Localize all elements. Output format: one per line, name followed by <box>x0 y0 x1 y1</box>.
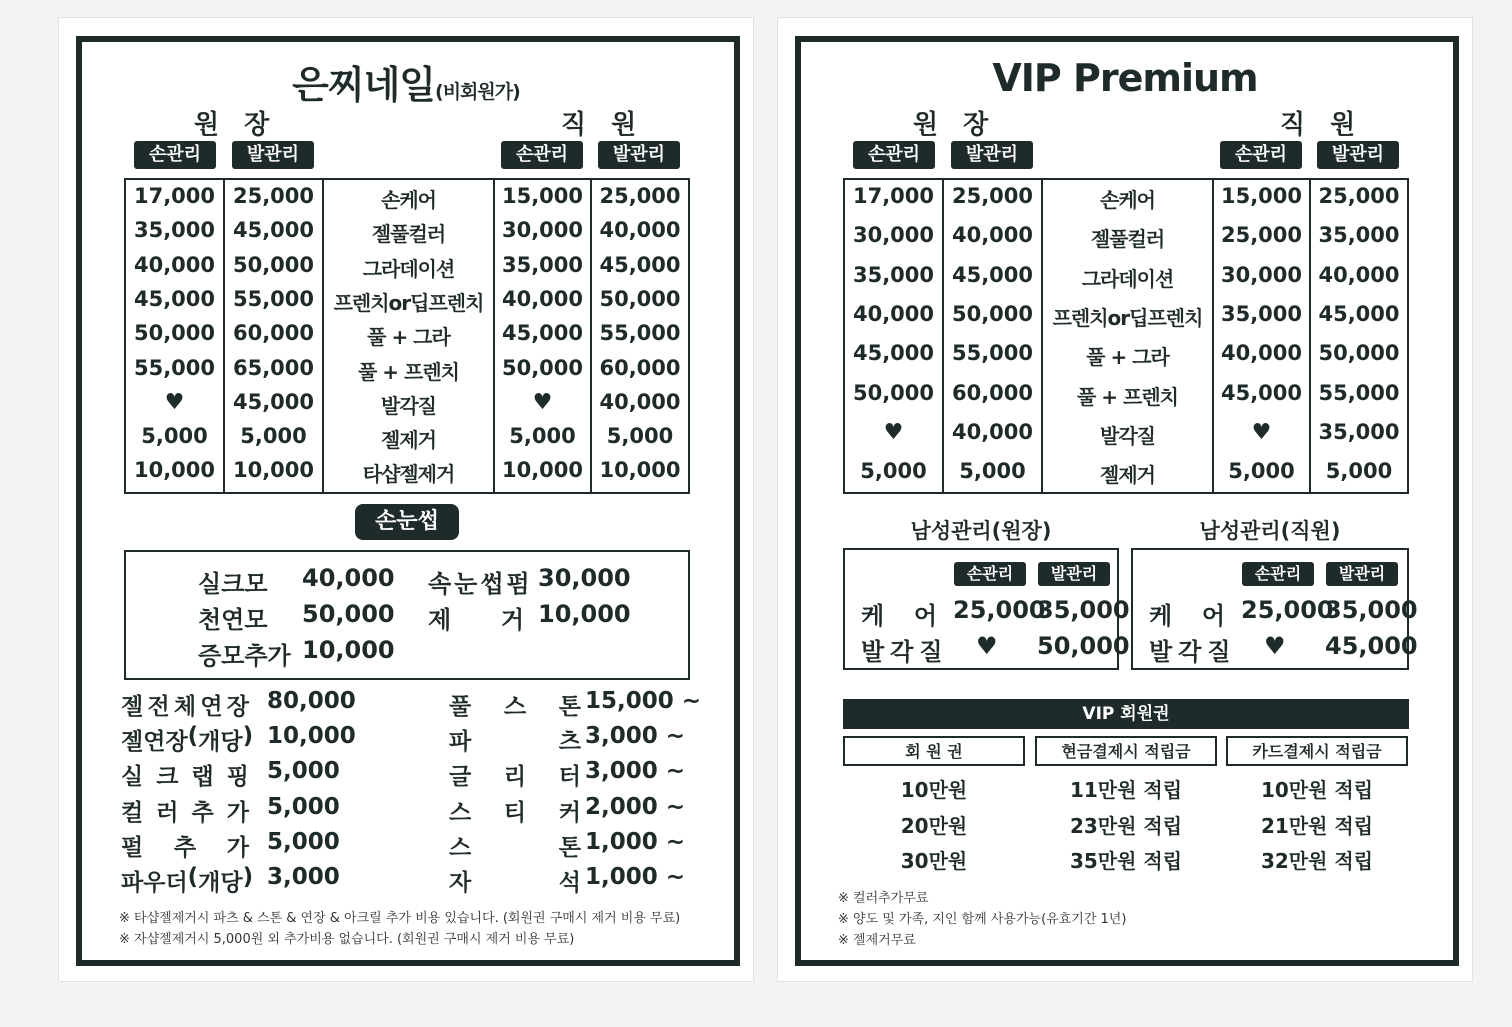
extra-item-label: 젤 연 장 ( 개 당 ) <box>121 723 254 756</box>
owner-foot-price: 65,000 <box>232 355 315 380</box>
service-name: 손케어 <box>381 188 436 212</box>
staff-foot-price: 55,000 <box>1318 380 1400 405</box>
men-staff-title: 남성관리(직원) <box>1199 519 1341 543</box>
owner-foot-price: 5,000 <box>959 459 1026 484</box>
extra-item-label: 파 츠 <box>449 729 581 756</box>
service-name: 풀 + 프렌치 <box>358 359 459 384</box>
owner-hand-price: 55,000 <box>133 355 216 380</box>
owner-foot-price: 50,000 <box>951 301 1034 326</box>
vip-column-header: 현금결제시 적립금 <box>1035 736 1217 766</box>
service-column <box>1043 180 1214 492</box>
owner-hand-price: 35,000 <box>852 262 935 287</box>
vip-cell: 21만원 적립 <box>1260 813 1374 838</box>
extra-item-price: 15,000 ~ <box>585 688 702 714</box>
men-owner-box <box>843 548 1130 670</box>
service-name: 풀 + 그라 <box>1086 345 1169 370</box>
callus-hand-heart: ♥ <box>1264 632 1286 660</box>
lash-remove-label: 제 거 <box>428 606 524 634</box>
heart-icon: ♥ <box>532 389 553 415</box>
staff-foot-price: 50,000 <box>1318 341 1400 366</box>
owner-label: 원 장 <box>913 110 997 140</box>
owner-foot-column <box>944 180 1043 492</box>
staff-foot-price: 45,000 <box>599 252 681 277</box>
owner-foot-badge: 발관리 <box>232 141 314 169</box>
shop-title <box>59 54 753 109</box>
owner-hand-price: 50,000 <box>133 321 216 346</box>
staff-foot-column <box>592 180 688 492</box>
extra-item-price: 3,000 ~ <box>585 758 686 785</box>
vip-title: VIP Premium <box>992 56 1258 100</box>
staff-hand-price: 25,000 <box>1220 223 1303 248</box>
extra-item-price: 2,000 ~ <box>585 793 686 820</box>
staff-foot-price: 5,000 <box>606 424 674 449</box>
vip-cell: 20만원 <box>900 813 968 838</box>
extra-item-price: 5,000 <box>267 758 340 785</box>
shop-name: 은찌네일 <box>292 63 436 107</box>
staff-hand-price: 40,000 <box>501 286 584 311</box>
extra-item-label: 스 티 커 <box>449 799 581 826</box>
vip-column-header: 회 원 권 <box>843 736 1025 766</box>
staff-foot-price: 25,000 <box>1318 184 1400 208</box>
callus-hand-heart: ♥ <box>976 632 998 660</box>
heart-icon: ♥ <box>164 389 185 415</box>
extra-item-label: 젤 전 체 연 장 <box>121 694 249 720</box>
owner-hand-column <box>126 180 225 492</box>
staff-hand-column <box>495 180 592 492</box>
extra-item-label: 펄 추 가 <box>121 834 249 861</box>
note-3: ※ 젤제거무료 <box>838 933 916 948</box>
heart-icon: ♥ <box>883 419 904 445</box>
owner-foot-price: 45,000 <box>232 218 315 243</box>
shop-subtitle: (비회원가) <box>435 81 520 103</box>
extra-item-label: 파 우 더 ( 개 당 ) <box>121 864 254 896</box>
service-name: 손케어 <box>1100 188 1155 212</box>
owner-foot-price: 60,000 <box>232 321 315 346</box>
hand-badge: 손관리 <box>954 562 1026 586</box>
staff-hand-price: 5,000 <box>1228 459 1295 484</box>
staff-hand-badge: 손관리 <box>501 141 583 169</box>
staff-foot-price: 50,000 <box>599 286 681 311</box>
vip-column-header: 카드결제시 적립금 <box>1226 736 1408 766</box>
staff-hand-price: 15,000 <box>1220 184 1303 208</box>
owner-foot-column <box>225 180 324 492</box>
price-table <box>843 178 1409 494</box>
owner-hand-price: 17,000 <box>133 184 216 208</box>
owner-foot-price: 45,000 <box>951 262 1034 287</box>
extra-item-label: 글 리 터 <box>449 764 581 791</box>
volume-add-label: 증모추가 <box>198 642 291 670</box>
note-2: ※ 양도 및 가족, 지인 함께 사용가능(유효기간 1년) <box>838 912 1127 927</box>
staff-hand-price: 35,000 <box>501 252 584 277</box>
silk-label: 실크모 <box>198 570 268 598</box>
service-name: 젤제거 <box>381 428 436 453</box>
care-foot-price: 35,000 <box>1037 596 1130 624</box>
vip-price-card <box>777 17 1473 982</box>
service-column <box>324 180 495 492</box>
owner-foot-price: 50,000 <box>232 252 315 277</box>
nonmember-price-card <box>58 17 754 982</box>
staff-foot-column <box>1311 180 1407 492</box>
note-1: ※ 타샵젤제거시 파츠 & 스톤 & 연장 & 아크릴 추가 비용 있습니다. (회원권 구매시 제거 비용 무료) <box>119 911 681 926</box>
lash-remove-price: 10,000 <box>538 600 631 628</box>
foot-badge: 발관리 <box>1326 562 1398 586</box>
owner-foot-badge: 발관리 <box>951 141 1033 169</box>
service-name: 젤풀컬러 <box>1090 227 1165 252</box>
vip-cell: 10만원 <box>900 778 968 802</box>
staff-hand-column <box>1214 180 1311 492</box>
men-staff-box <box>1131 548 1418 670</box>
owner-hand-price: 5,000 <box>860 459 927 484</box>
staff-hand-price: 35,000 <box>1220 301 1303 326</box>
service-name: 젤제거 <box>1100 463 1155 488</box>
staff-foot-price: 40,000 <box>599 218 681 243</box>
foot-badge: 발관리 <box>1038 562 1110 586</box>
staff-foot-price: 5,000 <box>1325 459 1393 484</box>
owner-foot-price: 55,000 <box>232 286 315 311</box>
owner-foot-price: 40,000 <box>951 419 1034 444</box>
staff-hand-price: 45,000 <box>1220 380 1303 405</box>
care-foot-price: 35,000 <box>1325 596 1418 624</box>
owner-hand-badge: 손관리 <box>134 141 216 169</box>
service-name: 그라데이션 <box>1081 266 1174 291</box>
extra-item-price: 5,000 <box>267 793 340 820</box>
note-2: ※ 자샵젤제거시 5,000원 외 추가비용 없습니다. (회원권 구매시 제거 비용 무료) <box>119 932 575 947</box>
lash-section-title: 손눈썹 <box>355 504 459 540</box>
owner-hand-price: 30,000 <box>852 223 935 248</box>
owner-hand-price: 45,000 <box>133 286 216 311</box>
owner-hand-price: 40,000 <box>852 301 935 326</box>
service-name: 타샵젤제거 <box>362 462 455 487</box>
vip-cell: 30만원 <box>900 849 968 873</box>
price-table <box>124 178 690 494</box>
vip-cell: 23만원 적립 <box>1069 813 1183 838</box>
owner-hand-price: 35,000 <box>133 218 216 243</box>
staff-foot-price: 55,000 <box>599 321 681 346</box>
staff-hand-price: 30,000 <box>501 218 584 243</box>
note-1: ※ 컬러추가무료 <box>838 891 929 906</box>
owner-foot-price: 45,000 <box>232 389 315 414</box>
owner-foot-price: 5,000 <box>240 424 307 449</box>
owner-label: 원 장 <box>194 110 278 140</box>
staff-hand-price: 5,000 <box>509 424 576 449</box>
extra-item-price: 80,000 <box>267 688 356 714</box>
extra-item-label: 자 석 <box>449 870 581 896</box>
staff-foot-price: 35,000 <box>1318 223 1400 248</box>
service-name: 발각질 <box>1100 423 1155 448</box>
service-name: 그라데이션 <box>362 256 455 281</box>
callus-label: 발각질 <box>861 638 949 666</box>
staff-hand-price: 40,000 <box>1220 341 1303 366</box>
staff-label: 직 원 <box>561 110 645 140</box>
vip-cell: 35만원 적립 <box>1069 849 1183 873</box>
staff-hand-price: 50,000 <box>501 355 584 380</box>
extra-item-price: 1,000 ~ <box>585 828 686 855</box>
heart-icon: ♥ <box>1251 419 1272 445</box>
owner-hand-price: 50,000 <box>852 380 935 405</box>
staff-hand-price: 15,000 <box>501 184 584 208</box>
extra-item-label: 풀 스 톤 <box>449 694 581 720</box>
staff-foot-price: 40,000 <box>599 389 681 414</box>
extra-item-price: 5,000 <box>267 828 340 855</box>
vip-cell: 11만원 적립 <box>1069 778 1183 802</box>
care-label: 케 어 <box>1149 602 1225 630</box>
staff-hand-price: 10,000 <box>501 458 584 483</box>
lash-perm-label: 속눈썹펌 <box>428 570 533 598</box>
callus-label: 발각질 <box>1149 638 1237 666</box>
callus-foot-price: 45,000 <box>1325 632 1418 660</box>
service-name: 풀 + 그라 <box>367 325 450 350</box>
owner-foot-price: 25,000 <box>232 184 315 208</box>
volume-add-price: 10,000 <box>302 636 395 664</box>
staff-foot-price: 25,000 <box>599 184 681 208</box>
owner-hand-column <box>845 180 944 492</box>
extra-item-price: 1,000 ~ <box>585 864 686 890</box>
owner-hand-price: 5,000 <box>141 424 208 449</box>
lash-perm-price: 30,000 <box>538 564 631 592</box>
owner-hand-price: 10,000 <box>133 458 216 483</box>
men-owner-title: 남성관리(원장) <box>910 519 1052 543</box>
service-name: 발각질 <box>381 393 436 418</box>
owner-hand-badge: 손관리 <box>853 141 935 169</box>
extra-item-price: 10,000 <box>267 723 356 750</box>
extra-item-price: 3,000 ~ <box>585 723 686 750</box>
owner-foot-price: 10,000 <box>232 458 315 483</box>
owner-foot-price: 55,000 <box>951 341 1034 366</box>
service-name: 젤풀컬러 <box>371 222 446 247</box>
vip-cell: 32만원 적립 <box>1260 849 1374 873</box>
extra-item-label: 스 톤 <box>449 834 581 861</box>
service-name: 프렌치or딥프렌치 <box>1052 305 1203 330</box>
owner-hand-price: 17,000 <box>852 184 935 208</box>
owner-hand-price: 40,000 <box>133 252 216 277</box>
care-hand-price: 25,000 <box>953 596 1046 624</box>
natural-label: 천연모 <box>198 606 268 634</box>
staff-hand-price: 45,000 <box>501 321 584 346</box>
callus-foot-price: 50,000 <box>1037 632 1130 660</box>
hand-badge: 손관리 <box>1242 562 1314 586</box>
lash-box <box>124 550 690 680</box>
staff-hand-badge: 손관리 <box>1220 141 1302 169</box>
owner-hand-price: 45,000 <box>852 341 935 366</box>
owner-foot-price: 60,000 <box>951 380 1034 405</box>
staff-label: 직 원 <box>1280 110 1364 140</box>
staff-foot-price: 10,000 <box>599 458 681 483</box>
extra-item-price: 3,000 <box>267 864 340 890</box>
service-name: 프렌치or딥프렌치 <box>333 290 484 315</box>
staff-hand-price: 30,000 <box>1220 262 1303 287</box>
staff-foot-price: 35,000 <box>1318 419 1400 444</box>
vip-membership-header: VIP 회원권 <box>843 699 1409 729</box>
extra-item-label: 컬 러 추 가 <box>121 799 249 826</box>
staff-foot-price: 40,000 <box>1318 262 1400 287</box>
owner-foot-price: 40,000 <box>951 223 1034 248</box>
service-name: 풀 + 프렌치 <box>1077 384 1178 409</box>
staff-foot-badge: 발관리 <box>1317 141 1399 169</box>
silk-price: 40,000 <box>302 564 395 592</box>
staff-foot-price: 45,000 <box>1318 301 1400 326</box>
owner-foot-price: 25,000 <box>951 184 1034 208</box>
vip-cell: 10만원 적립 <box>1260 778 1374 802</box>
natural-price: 50,000 <box>302 600 395 628</box>
staff-foot-price: 60,000 <box>599 355 681 380</box>
care-hand-price: 25,000 <box>1241 596 1334 624</box>
extra-item-label: 실 크 랩 핑 <box>121 764 249 791</box>
staff-foot-badge: 발관리 <box>598 141 680 169</box>
care-label: 케 어 <box>861 602 937 630</box>
